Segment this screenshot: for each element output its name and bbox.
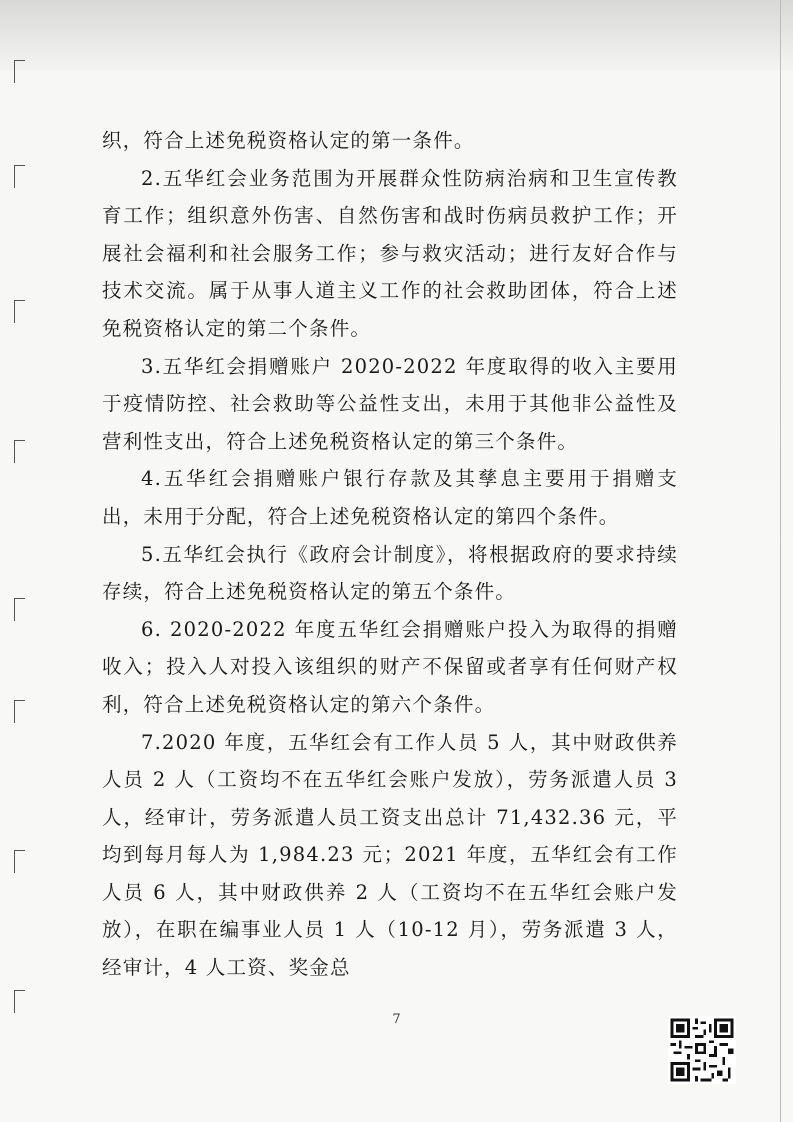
paragraph: 6. 2020-2022 年度五华红会捐赠账户投入为取得的捐赠收入；投入人对投入该组织的财产不保留或者享有任何财产权利，符合上述免税资格认定的第六个条件。 xyxy=(102,617,678,716)
binding-mark xyxy=(14,165,25,188)
paragraph: 4.五华红会捐赠账户银行存款及其孳息主要用于捐赠支出，未用于分配，符合上述免税资格认定的第四个条件。 xyxy=(102,467,678,528)
binding-mark xyxy=(14,598,25,621)
paragraph: 3.五华红会捐赠账户 2020-2022 年度取得的收入主要用于疫情防控、社会救助等公益性支出，未用于其他非公益性及营利性支出，符合上述免税资格认定的第三个条件。 xyxy=(102,354,678,453)
page-edge xyxy=(780,0,781,1122)
paragraph: 7.2020 年度，五华红会有工作人员 5 人，其中财政供养人员 2 人（工资均不在五华红会账户发放），劳务派遣人员 3 人，经审计，劳务派遣人员工资支出总计 71,432.36 元，平均到每月每人为 1,984.23 元；2021 年度，五华红会有工作人员 6 人，其中财政供养 2 人（工资均不在五华红会账户发放），在职在编事业人员 1 人（10-12 月），劳务派遣 3 人，经审计，4 人工资、奖金总 xyxy=(102,730,678,980)
binding-mark xyxy=(14,300,25,323)
binding-mark xyxy=(14,60,25,83)
body-text xyxy=(102,122,678,987)
scan-shadow xyxy=(0,0,793,70)
qr-code-icon xyxy=(668,1016,736,1084)
binding-mark xyxy=(14,850,25,873)
paragraph: 2.五华红会业务范围为开展群众性防病治病和卫生宣传教育工作；组织意外伤害、自然伤害和战时伤病员救护工作；开展社会福利和社会服务工作；参与救灾活动；进行友好合作与技术交流。属于从事人道主义工作的社会救助团体，符合上述免税资格认定的第二个条件。 xyxy=(102,166,678,340)
binding-mark xyxy=(14,440,25,463)
paragraph: 5.五华红会执行《政府会计制度》，将根据政府的要求持续存续，符合上述免税资格认定的第五个条件。 xyxy=(102,542,678,604)
binding-mark xyxy=(14,990,25,1013)
binding-mark xyxy=(14,700,25,723)
paragraph: 织，符合上述免税资格认定的第一条件。 xyxy=(102,129,475,152)
page-number: 7 xyxy=(392,1012,401,1027)
